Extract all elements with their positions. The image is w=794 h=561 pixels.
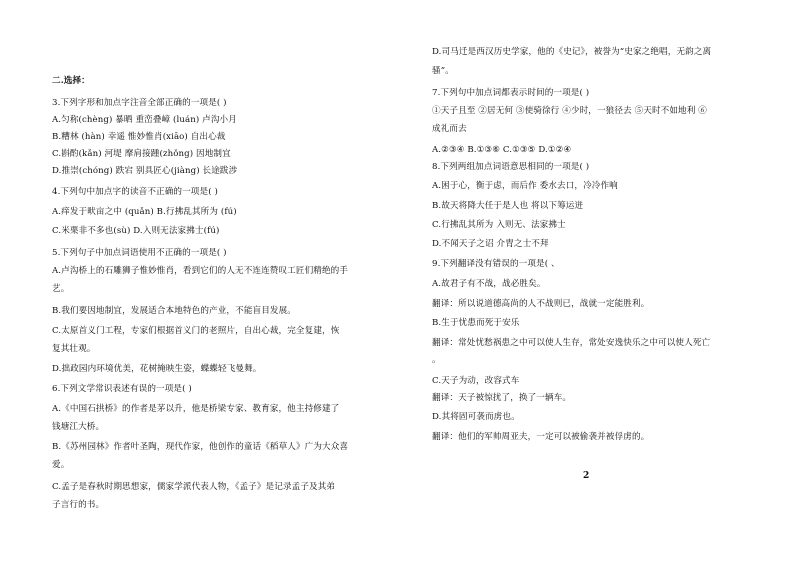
text-line: 爱。	[52, 460, 70, 470]
text-line: 4.下列句中加点字的读音不正确的一项是( )	[52, 187, 218, 197]
text-line: 钱塘江大桥。	[52, 422, 105, 432]
text-line: B.糟林 (hàn) 幸遥 惟妙惟肖(xiāo) 自出心裁	[52, 132, 226, 142]
text-line: D.推崇(chóng) 跌宕 别具匠心(jiàng) 长途跋涉	[52, 166, 238, 176]
text-line: A.困于心，衡于虑，而后作 委水去口，冷冷作响	[432, 181, 618, 191]
text-line: C.天子为动，改容式车	[432, 376, 520, 386]
text-line: A.②③④ B.①③⑥ C.①③⑤ D.①②④	[432, 145, 572, 155]
text-line: 复其壮观。	[52, 344, 96, 354]
text-line: 艺。	[52, 284, 70, 294]
text-line: 8.下列两组加点词语意思相同的一项是( )	[432, 162, 590, 172]
text-line: 子言行的书。	[52, 500, 105, 510]
text-line: D.拙政园内环境优美，花树掩映生姿，蝶蝶轻飞曼舞。	[52, 364, 262, 374]
text-line: D.司马迁是西汉历史学家，他的《史记》，被誉为“史家之绝唱，无韵之离	[432, 47, 712, 57]
text-line: 翻译：他们的军帅周亚夫，一定可以被偷袭并被俘虏的。	[432, 432, 650, 442]
text-line: A.卢沟桥上的石雕狮子惟妙惟肖，看到它们的人无不连连赞叹工匠们精绝的手	[52, 266, 349, 276]
text-line: ①天子且至 ②居无何 ③使骑徐行 ④少时，一狼径去 ⑤天时不如地利 ⑥	[432, 106, 707, 116]
text-line: C.孟子是春秋时期思想家，儒家学派代表人物，《孟子》是记录孟子及其弟	[52, 482, 336, 492]
text-line: 9.下列翻译没有错误的一项是( 、	[432, 259, 560, 269]
text-line: A.《中国石拱桥》的作者是茅以升，他是桥梁专家、教育家，他主持修建了	[52, 404, 340, 414]
text-line: 成礼而去	[432, 124, 467, 134]
text-line: C.斟酌(kǎn) 河堤 摩肩接踵(zhǒng) 因地制宜	[52, 149, 231, 159]
text-line: D.其将固可袭而虏也。	[432, 412, 520, 422]
text-line: A.故君子有不战，战必胜矣。	[432, 279, 546, 289]
text-line: 翻译：所以说道德高尚的人不战则已，战就一定能胜利。	[432, 299, 650, 309]
text-line: 。	[432, 355, 441, 365]
text-line: B.生于忧患而死于安乐	[432, 318, 520, 328]
page-number: 2	[583, 471, 590, 481]
section-title: 二.选择：	[52, 76, 90, 86]
text-line: 5.下列句子中加点词语使用不正确的一项是( )	[52, 248, 227, 258]
text-line: 7.下列句中加点词都表示时间的一项是( )	[432, 88, 590, 98]
text-line: 3.下列字形和加点字注音全部正确的一项是( )	[52, 98, 227, 108]
text-line: A.痒发于畎亩之中 (quǎn) B.行拂乱其所为 (fú)	[52, 207, 237, 217]
text-line: B.故天将降大任于是人也 将以下筹运迸	[432, 201, 584, 211]
text-line: C.米栗非不多也(sù) D.入则无法家拂士(fú)	[52, 226, 220, 236]
text-line: C.太原首义门工程，专家们根据首义门的老照片，自出心裁，完全复建，恢	[52, 326, 340, 336]
text-line: B.《苏州园林》作者叶圣陶，现代作家，他创作的童话《稻草人》广为大众喜	[52, 442, 349, 452]
text-line: 翻译：常处忧愁祸患之中可以使人生存，常处安逸快乐之中可以使人死亡	[432, 338, 711, 348]
text-line: C.行拂乱其所为 入则无、法家拂士	[432, 220, 566, 230]
text-line: B.我们要因地制宜，发展适合本地特色的产业，不能盲目发展。	[52, 306, 296, 316]
text-line: A.匀称(chèng) 暴晒 重峦叠嶂 (luán) 卢沟小月	[52, 115, 237, 125]
text-line: 翻译：天子被惊扰了，换了一辆车。	[432, 393, 572, 403]
text-line: D.不闻天子之诏 介胄之士不拜	[432, 239, 549, 249]
text-line: 6.下列文学常识表述有误的一项是( )	[52, 384, 192, 394]
text-line: 骚”。	[432, 66, 454, 76]
